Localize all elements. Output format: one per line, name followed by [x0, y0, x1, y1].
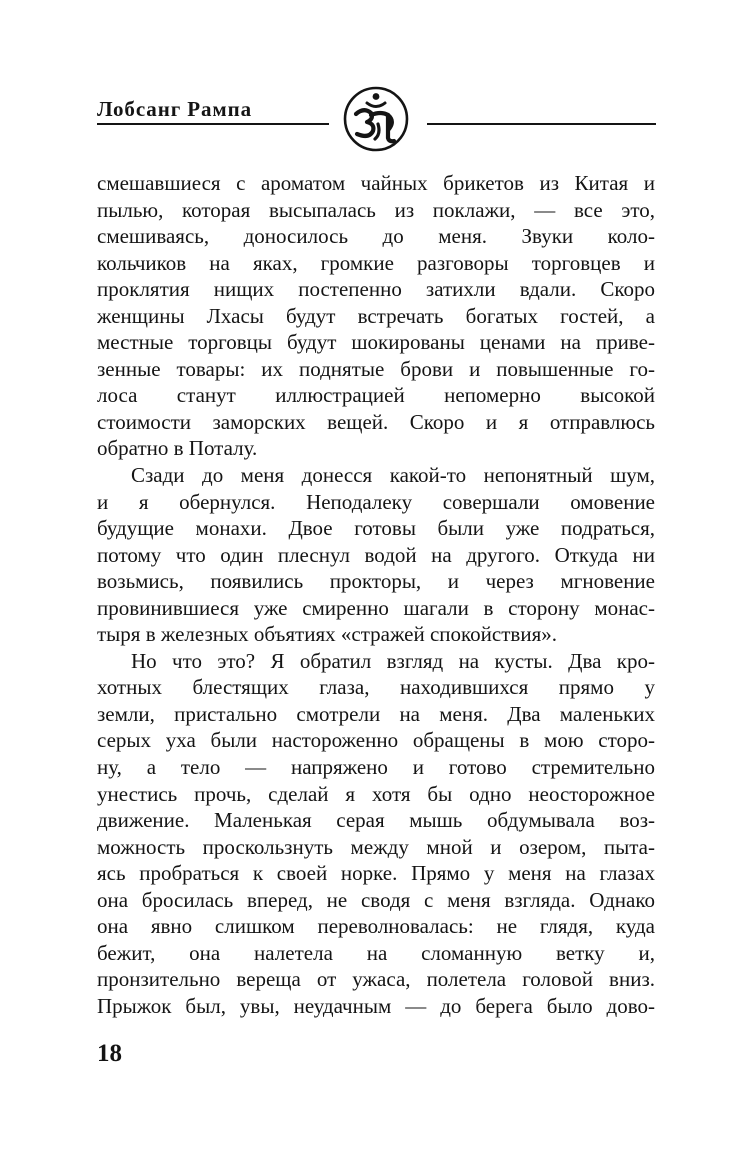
text-line: ну, а тело — напряжено и готово стремительно	[97, 755, 655, 780]
running-header-author: Лобсанг Рампа	[97, 97, 253, 121]
body-text	[97, 170, 655, 1020]
text-line: Сзади до меня донесся какой-то непонятный шум,	[131, 463, 655, 488]
text-line: лоса станут иллюстрацией непомерно высокой	[97, 383, 655, 408]
text-line: стоимости заморских вещей. Скоро и я отправлюсь	[97, 409, 655, 434]
text-line: она явно слишком переволновалась: не глядя, куда	[97, 914, 655, 939]
text-line: проклятия нищих постепенно затихли вдали. Скоро	[97, 277, 655, 302]
text-line: унестись прочь, сделай я хотя бы одно неосторожное	[97, 781, 655, 806]
text-line: смешиваясь, доносилось до меня. Звуки коло-	[97, 224, 655, 249]
text-line: и я обернулся. Неподалеку совершали омовение	[97, 489, 655, 514]
text-line: движение. Маленькая серая мышь обдумывала воз-	[97, 808, 655, 833]
text-line: Но что это? Я обратил взгляд на кусты. Два кро-	[131, 648, 655, 673]
om-symbol-icon	[342, 84, 410, 152]
text-line: хотных блестящих глаза, находившихся прямо у	[97, 675, 655, 700]
text-line: смешавшиеся с ароматом чайных брикетов из Китая и	[97, 171, 655, 195]
text-line: пылью, которая высыпалась из поклажи, — все это,	[97, 197, 655, 222]
page-number: 18	[97, 1040, 122, 1067]
header-rule-left	[97, 123, 329, 125]
text-line: провинившиеся уже смиренно шагали в сторону монас-	[97, 595, 655, 620]
text-line: потому что один плеснул водой на другого. Откуда ни	[97, 542, 655, 567]
text-line: обратно в Поталу.	[97, 436, 258, 461]
text-line: кольчиков на яках, громкие разговоры торговцев и	[97, 250, 655, 275]
text-line: земли, пристально смотрели на меня. Два маленьких	[97, 701, 655, 726]
paragraph	[97, 648, 655, 1020]
header-rule-right	[427, 123, 656, 125]
text-line: возьмись, появились прокторы, и через мгновение	[97, 569, 655, 594]
text-line: серых уха были настороженно обращены в мою сторо-	[97, 728, 655, 753]
text-line: бежит, она налетела на сломанную ветку и,	[97, 940, 655, 965]
text-line: тыря в железных объятиях «стражей спокойствия».	[97, 622, 557, 647]
text-line: женщины Лхасы будут встречать богатых гостей, а	[97, 303, 655, 328]
text-line: ясь пробраться к своей норке. Прямо у меня на глазах	[97, 861, 655, 886]
text-line: можность проскользнуть между мной и озером, пыта-	[97, 834, 655, 859]
paragraph	[97, 462, 655, 648]
text-line: Прыжок был, увы, неудачным — до берега было дово-	[97, 993, 655, 1018]
text-line: будущие монахи. Двое готовы были уже подраться,	[97, 516, 655, 541]
text-line: зенные товары: их поднятые брови и повышенные го-	[97, 356, 655, 381]
text-line: пронзительно вереща от ужаса, полетела головой вниз.	[97, 967, 655, 992]
text-line: местные торговцы будут шокированы ценами на приве-	[97, 330, 655, 355]
paragraph	[97, 170, 655, 462]
text-line: она бросилась вперед, не сводя с меня взгляда. Однако	[97, 887, 655, 912]
